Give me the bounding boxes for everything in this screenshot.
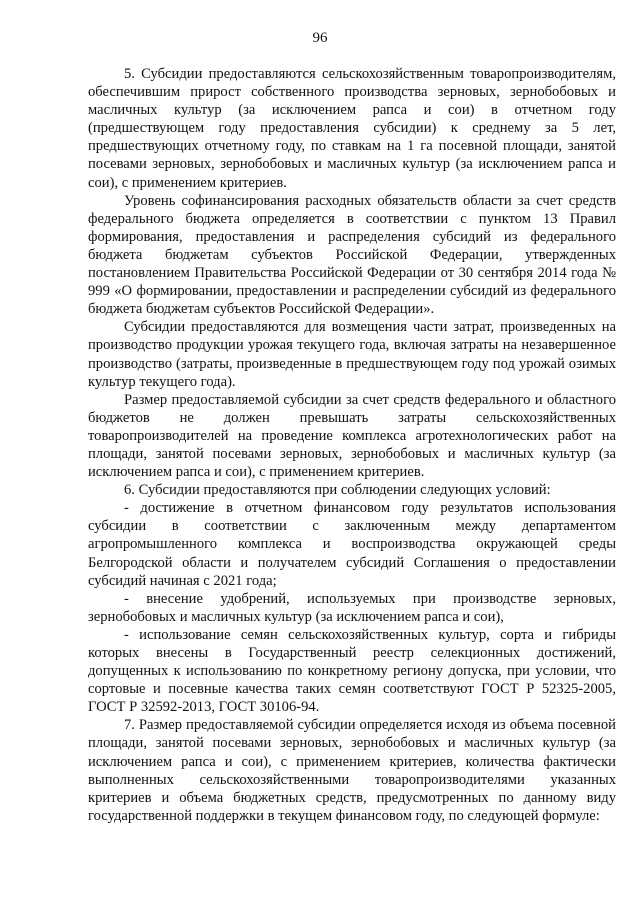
condition-list-item: - использование семян сельскохозяйственных культур, сорта и гибриды которых внесены в Государственный реестр селекционных достижений, допущенных к использованию по конкретному региону допуска, при условии, что сортовые и посевные качества таких семян соответствуют ГОСТ Р 52325-2005, ГОСТ Р 32592-2013, ГОСТ 30106-94. [88,626,616,716]
condition-list-item: - внесение удобрений, используемых при производстве зерновых, зернобобовых и масличных культур (за исключением рапса и сои), [88,590,616,625]
paragraph-cost-compensation: Субсидии предоставляются для возмещения части затрат, произведенных на производство продукции урожая текущего года, включая затраты на незавершенное производство (затраты, произведенные в предшествующем году под урожай озимых культур текущего года). [88,319,616,390]
condition-list-item: - достижение в отчетном финансовом году результатов использования субсидии в соответствии с заключенным между департаментом агропромышленного комплекса и воспроизводства окружающей среды Белгородской области и получателем субсидий Соглашения о предоставлении субсидий начиная с 2021 года; [88,500,616,589]
paragraph-item-7-formula-intro: 7. Размер предоставляемой субсидии определяется исходя из объема посевной площади, занятой посевами зерновых, зернобобовых и масличных культур (за исключением рапса и сои), с применением критериев, количества фактически выполненных сельскохозяйственными товаропроизводителями указанных критериев и объема бюджетных средств, предусмотренных по данному виду государственной поддержки в текущем финансовом году, по следующей формуле: [88,717,616,824]
paragraph-subsidy-limit: Размер предоставляемой субсидии за счет средств федерального и областного бюджетов не должен превышать затраты сельскохозяйственных товаропроизводителей на проведение комплекса агротехнологических работ на площади, занятой посевами зерновых, зернобобовых и масличных культур (за исключением рапса и сои), с применением критериев. [88,391,616,481]
paragraph-cofinancing-level: Уровень софинансирования расходных обязательств области за счет средств федерального бюджета определяется в соответствии с пунктом 13 Правил формирования, предоставления и распределения субсидий из федерального бюджета бюджетам субъектов Российской Федерации, утвержденных постановлением Правительства Российской Федерации от 30 сентября 2014 года № 999 «О формировании, предоставлении и распределении субсидий из федерального бюджета бюджетам субъектов Российской Федерации». [88,192,616,318]
page-number: 96 [312,30,328,46]
document-body [88,65,616,825]
paragraph-item-6-conditions: 6. Субсидии предоставляются при соблюдении следующих условий: [124,482,551,499]
paragraph-item-5: 5. Субсидии предоставляются сельскохозяйственным товаропроизводителям, обеспечившим прирост собственного производства зерновых, зернобобовых и масличных культур (за исключением рапса и сои) в отчетном году (предшествующем году предоставления субсидии) к среднему за 5 лет, предшествующих отчетному году, по ставкам на 1 га посевной площади, занятой посевами зерновых, зернобобовых и масличных культур (за исключением рапса и сои), с применением критериев. [88,66,616,191]
